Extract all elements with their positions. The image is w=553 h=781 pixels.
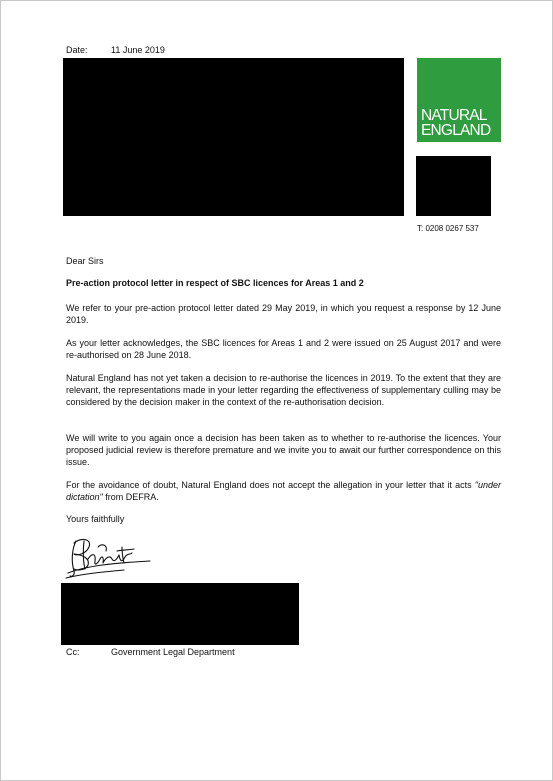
logo-text-line2: ENGLAND bbox=[421, 122, 491, 139]
paragraph-5-end: from DEFRA. bbox=[102, 492, 159, 503]
paragraph-5-text: For the avoidance of doubt, Natural England does not accept the allegation in your letter that it acts bbox=[66, 480, 475, 490]
logo-text-line1: NATURAL bbox=[421, 107, 487, 124]
paragraph-5 bbox=[66, 479, 501, 503]
redacted-address-block bbox=[63, 58, 404, 216]
cc-value: Government Legal Department bbox=[111, 647, 235, 657]
redacted-sender-details bbox=[416, 156, 491, 216]
natural-england-logo bbox=[417, 58, 501, 142]
paragraph-2: As your letter acknowledges, the SBC licences for Areas 1 and 2 were issued on 25 August 2017 and were re-authorised on 28 June 2018. bbox=[66, 338, 501, 361]
salutation: Dear Sirs bbox=[66, 256, 104, 266]
paragraph-3: Natural England has not yet taken a decision to re-authorise the licences in 2019. To the extent that they are relevant, the representations made in your letter regarding the effectiveness of supplementary culling may be considered by the decision maker in the context of the re-authorisation decision. bbox=[66, 373, 501, 408]
handwritten-signature bbox=[62, 533, 154, 579]
date-line bbox=[66, 45, 165, 55]
telephone-number: T: 0208 0267 537 bbox=[417, 224, 479, 233]
date-value: 11 June 2019 bbox=[111, 45, 165, 55]
date-label: Date: bbox=[66, 45, 88, 55]
paragraph-4: We will write to you again once a decision has been taken as to whether to re-authorise the licences. Your proposed judicial review is therefore premature and we invite you to await our further correspondence on this issue. bbox=[66, 433, 501, 468]
paragraph-5-emphasis: "under dictation" bbox=[66, 480, 501, 503]
letter-subject: Pre-action protocol letter in respect of SBC licences for Areas 1 and 2 bbox=[66, 278, 364, 288]
redacted-signatory-name bbox=[61, 583, 299, 645]
paragraph-1: We refer to your pre-action protocol letter dated 29 May 2019, in which you request a response by 12 June 2019. bbox=[66, 303, 501, 326]
cc-line bbox=[66, 647, 235, 657]
sign-off: Yours faithfully bbox=[66, 514, 125, 524]
cc-label: Cc: bbox=[66, 647, 80, 657]
